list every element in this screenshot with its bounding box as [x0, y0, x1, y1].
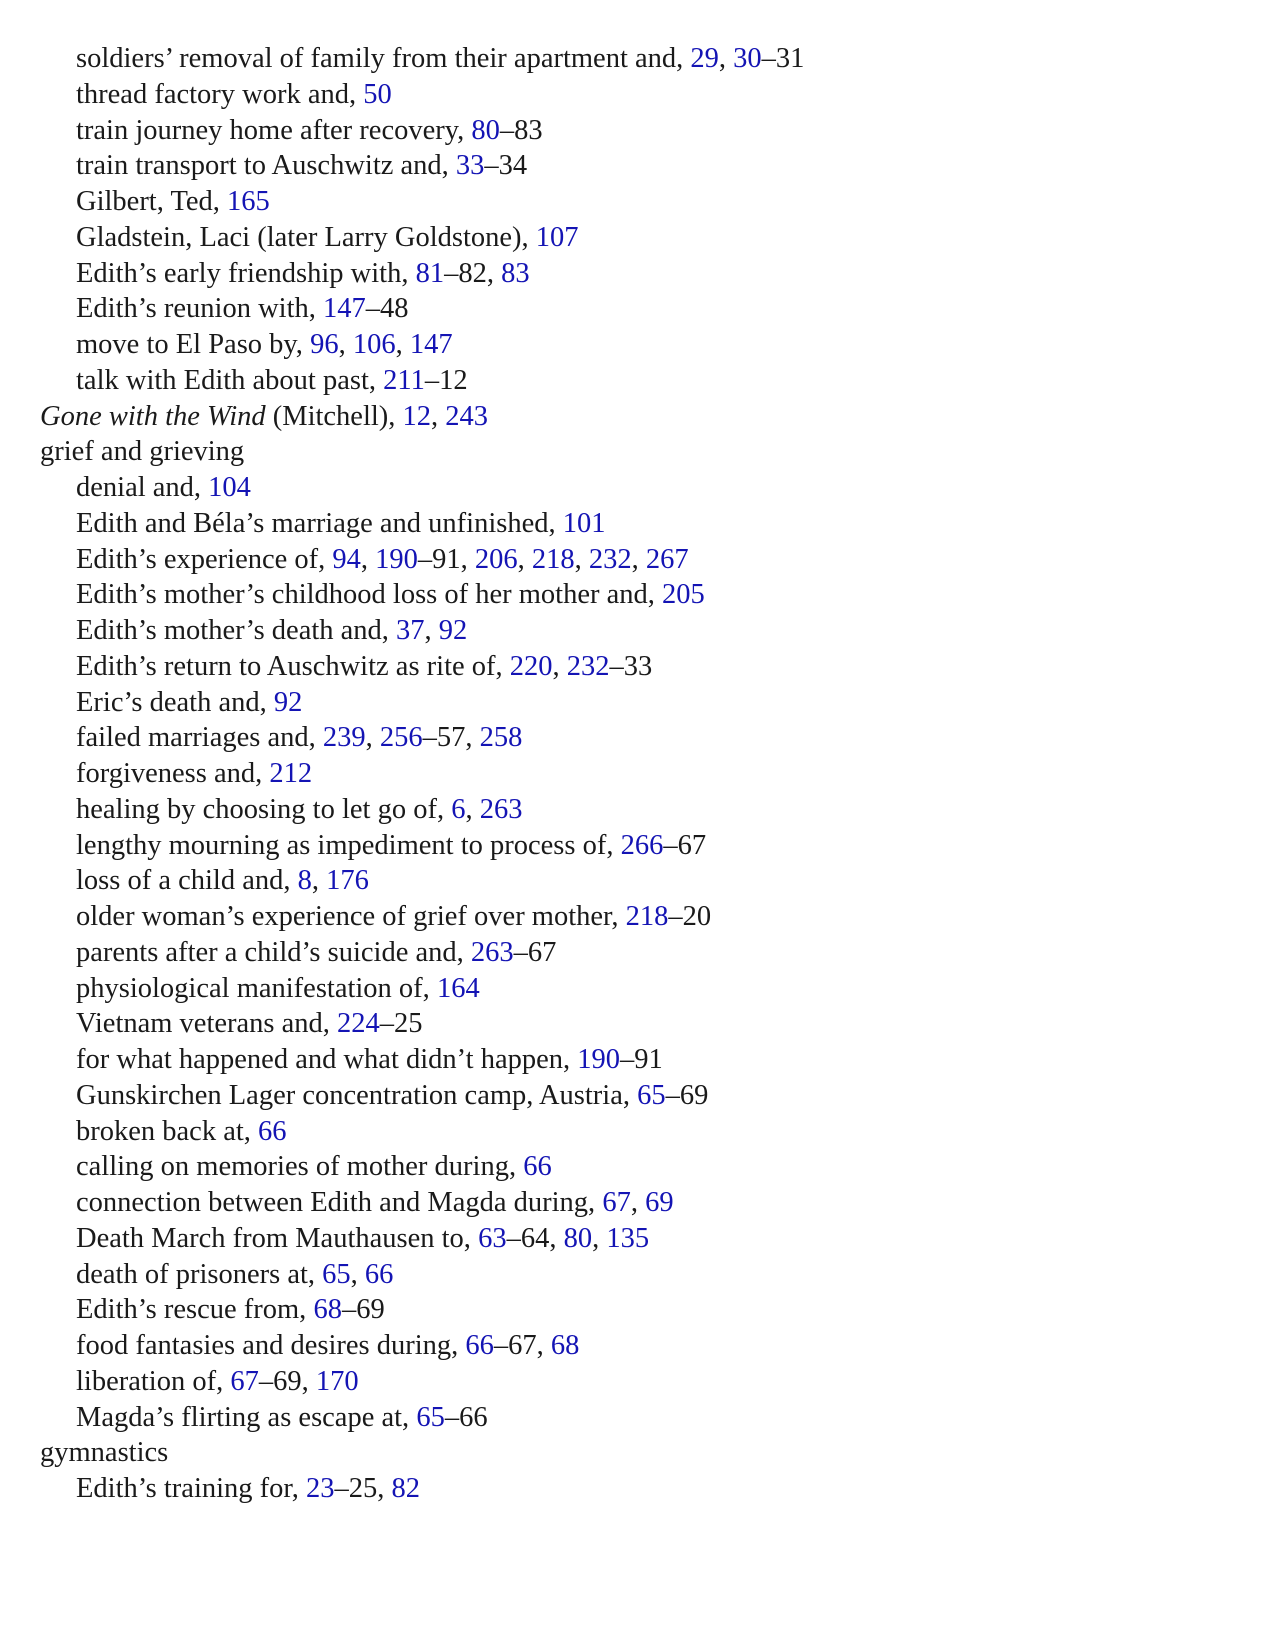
page-reference-link[interactable]: 66 — [523, 1151, 552, 1183]
page-reference-link[interactable]: 66 — [465, 1330, 494, 1361]
page-reference-link[interactable]: 92 — [438, 615, 468, 646]
index-subentry — [40, 470, 1220, 506]
page-reference-link[interactable]: 106 — [352, 329, 396, 360]
page-reference-link[interactable]: 33 — [455, 150, 485, 182]
index-subentry — [40, 899, 1220, 935]
entry-text: parents after a child’s suicide and, — [76, 936, 471, 968]
range-dash: – — [484, 150, 499, 182]
entry-text: gymnastics — [40, 1437, 169, 1469]
page-range-end: 69 — [273, 1365, 302, 1397]
page-reference-link[interactable]: 66 — [364, 1258, 394, 1290]
index-subentry — [40, 542, 1220, 578]
page-reference-link[interactable]: 256 — [379, 722, 423, 754]
range-dash: – — [620, 1044, 635, 1075]
page-reference-link[interactable]: 263 — [479, 793, 523, 825]
page-range-end: 91 — [634, 1044, 663, 1075]
ref-separator: , — [465, 793, 480, 825]
range-dash: – — [422, 722, 437, 754]
page-reference-link[interactable]: 243 — [445, 400, 489, 432]
page-reference-link[interactable]: 63 — [478, 1222, 507, 1254]
page-range-end: 69 — [679, 1079, 709, 1111]
page-reference-link[interactable]: 92 — [273, 686, 303, 718]
index-subentry — [40, 113, 1220, 149]
entry-text: soldiers’ removal of family from their apartment and, — [76, 43, 691, 74]
page-reference-link[interactable]: 8 — [297, 865, 312, 897]
page-reference-link[interactable]: 67 — [602, 1187, 631, 1218]
page-range-end: 25 — [394, 1008, 423, 1040]
range-dash: – — [444, 257, 459, 289]
entry-text: Gunskirchen Lager concentration camp, Austria, — [76, 1079, 638, 1111]
page-range-end: 64 — [520, 1222, 550, 1254]
ref-separator: , — [460, 543, 475, 575]
page-reference-link[interactable]: 190 — [577, 1044, 620, 1075]
page-reference-link[interactable]: 12 — [402, 400, 432, 432]
entry-text: Death March from Mauthausen to, — [76, 1222, 479, 1254]
page-reference-link[interactable]: 23 — [306, 1473, 335, 1504]
entry-text: failed marriages and, — [76, 722, 323, 754]
page-reference-link[interactable]: 147 — [409, 329, 453, 360]
page-range-end: 66 — [459, 1401, 488, 1433]
ref-separator: , — [424, 615, 439, 646]
entry-text: Edith’s mother’s death and, — [76, 615, 397, 646]
index-subentry — [40, 613, 1220, 649]
page-reference-link[interactable]: 147 — [322, 293, 366, 325]
page-range-end: 20 — [682, 901, 712, 932]
page-reference-link[interactable]: 50 — [363, 78, 392, 110]
entry-text: physiological manifestation of, — [76, 972, 437, 1004]
page-range-end: 82 — [458, 257, 487, 289]
entry-text: Gone with the Wind — [40, 400, 266, 432]
page-reference-link[interactable]: 30 — [733, 43, 762, 74]
index-subentry — [40, 41, 1220, 77]
page-reference-link[interactable]: 220 — [509, 650, 553, 682]
index-subentry — [40, 1185, 1220, 1221]
entry-text: calling on memories of mother during, — [76, 1151, 524, 1183]
ref-separator: , — [574, 543, 589, 575]
entry-text: Edith’s return to Auschwitz as rite of, — [76, 650, 510, 682]
ref-separator: , — [301, 1365, 316, 1397]
entry-text: Gilbert, Ted, — [76, 186, 228, 217]
page-range-end: 12 — [439, 364, 468, 396]
index-subentry — [40, 935, 1220, 971]
index-subentry — [40, 577, 1220, 613]
range-dash: – — [499, 114, 515, 146]
ref-separator: , — [338, 329, 353, 360]
page-reference-link[interactable]: 232 — [588, 543, 632, 575]
ref-separator: , — [311, 865, 327, 897]
page-reference-link[interactable]: 212 — [269, 758, 313, 789]
index-page — [40, 41, 1220, 1507]
range-dash: – — [417, 543, 433, 575]
range-dash: – — [609, 650, 624, 682]
entry-text: Gladstein, Laci (later Larry Goldstone), — [76, 221, 536, 253]
index-subentry — [40, 971, 1220, 1007]
ref-separator: , — [360, 543, 376, 575]
page-reference-link[interactable]: 263 — [470, 936, 514, 968]
ref-separator: , — [718, 43, 734, 74]
page-reference-link[interactable]: 104 — [208, 472, 251, 503]
page-reference-link[interactable]: 68 — [550, 1330, 580, 1361]
ref-separator: , — [365, 722, 380, 754]
page-reference-link[interactable]: 176 — [326, 865, 369, 897]
ref-separator: , — [395, 329, 410, 360]
index-subentry — [40, 220, 1220, 256]
page-reference-link[interactable]: 65 — [637, 1079, 666, 1111]
index-subentry — [40, 327, 1220, 363]
page-range-end: 34 — [498, 150, 528, 182]
page-reference-link[interactable]: 232 — [566, 650, 610, 682]
entry-text: train transport to Auschwitz and, — [76, 150, 456, 182]
page-reference-link[interactable]: 96 — [310, 329, 339, 360]
index-subentry — [40, 828, 1220, 864]
index-subentry — [40, 77, 1220, 113]
page-reference-link[interactable]: 81 — [415, 257, 445, 289]
range-dash: – — [424, 364, 440, 396]
index-subentry — [40, 1292, 1220, 1328]
index-subentry — [40, 1042, 1220, 1078]
entry-text: Edith’s early friendship with, — [76, 257, 416, 289]
page-range-end: 69 — [356, 1294, 385, 1326]
entry-text: grief and grieving — [40, 436, 245, 468]
index-subentry — [40, 1078, 1220, 1114]
entry-text: Eric’s death and, — [76, 686, 274, 718]
page-reference-link[interactable]: 68 — [313, 1294, 342, 1326]
entry-text: food fantasies and desires during, — [76, 1330, 466, 1361]
index-subentry — [40, 506, 1220, 542]
page-reference-link[interactable]: 69 — [645, 1187, 674, 1218]
ref-separator: , — [517, 543, 532, 575]
index-subentry — [40, 1006, 1220, 1042]
index-subentry — [40, 363, 1220, 399]
page-reference-link[interactable]: 239 — [322, 722, 366, 754]
index-subentry — [40, 1221, 1220, 1257]
ref-separator: , — [536, 1330, 551, 1361]
entry-text: older woman’s experience of grief over mother, — [76, 901, 626, 932]
page-reference-link[interactable]: 66 — [258, 1115, 287, 1147]
entry-text: move to El Paso by, — [76, 329, 311, 360]
index-heading — [40, 1435, 1220, 1471]
index-subentry — [40, 1471, 1220, 1507]
page-reference-link[interactable]: 83 — [501, 257, 530, 289]
range-dash: – — [493, 1330, 509, 1361]
index-subentry — [40, 1257, 1220, 1293]
page-range-end: 33 — [623, 650, 653, 682]
page-reference-link[interactable]: 67 — [230, 1365, 259, 1397]
page-reference-link[interactable]: 164 — [436, 972, 480, 1004]
range-dash: – — [341, 1294, 357, 1326]
entry-text: forgiveness and, — [76, 758, 270, 789]
page-range-end: 31 — [775, 43, 805, 74]
entry-text: liberation of, — [76, 1365, 231, 1397]
entry-text: Vietnam veterans and, — [76, 1008, 338, 1040]
page-reference-link[interactable]: 165 — [227, 186, 270, 217]
ref-separator: , — [549, 1222, 564, 1254]
page-reference-link[interactable]: 266 — [620, 829, 664, 861]
range-dash: – — [379, 1008, 395, 1040]
entry-text: talk with Edith about past, — [76, 364, 384, 396]
page-reference-link[interactable]: 65 — [416, 1401, 445, 1433]
page-range-end: 67 — [527, 936, 557, 968]
page-range-end: 83 — [514, 114, 543, 146]
index-subentry — [40, 1328, 1220, 1364]
entry-text: Edith’s experience of, — [76, 543, 333, 575]
page-range-end: 48 — [379, 293, 409, 325]
range-dash: – — [761, 43, 776, 74]
range-dash: – — [665, 1079, 680, 1111]
range-dash: – — [663, 829, 678, 861]
entry-text: broken back at, — [76, 1115, 259, 1147]
page-reference-link[interactable]: 206 — [474, 543, 518, 575]
entry-text: death of prisoners at, — [76, 1258, 323, 1290]
entry-text: denial and, — [76, 472, 209, 503]
page-range-end: 67 — [677, 829, 707, 861]
entry-text: loss of a child and, — [76, 865, 298, 897]
range-dash: – — [513, 936, 528, 968]
index-subentry — [40, 792, 1220, 828]
page-reference-link[interactable]: 170 — [315, 1365, 359, 1397]
page-range-end: 25 — [348, 1473, 378, 1504]
page-reference-link[interactable]: 37 — [396, 615, 425, 646]
ref-separator: , — [377, 1473, 392, 1504]
range-dash: – — [668, 901, 683, 932]
index-subentry — [40, 1114, 1220, 1150]
index-subentry — [40, 256, 1220, 292]
ref-separator: , — [631, 543, 646, 575]
entry-text: train journey home after recovery, — [76, 114, 472, 146]
entry-text: for what happened and what didn’t happen, — [76, 1044, 578, 1075]
range-dash: – — [444, 1401, 460, 1433]
page-reference-link[interactable]: 94 — [332, 543, 361, 575]
page-reference-link[interactable]: 65 — [322, 1258, 351, 1290]
page-range-end: 91 — [432, 543, 461, 575]
entry-text: thread factory work and, — [76, 78, 364, 110]
index-subentry — [40, 685, 1220, 721]
entry-text: connection between Edith and Magda during, — [76, 1187, 603, 1218]
entry-text: healing by choosing to let go of, — [76, 793, 452, 825]
page-reference-link[interactable]: 29 — [690, 43, 719, 74]
ref-separator: , — [630, 1187, 646, 1218]
page-reference-link[interactable]: 224 — [337, 1008, 380, 1040]
page-reference-link[interactable]: 218 — [625, 901, 669, 932]
index-heading — [40, 399, 1220, 435]
entry-text: Edith and Béla’s marriage and unfinished, — [76, 507, 563, 539]
index-subentry — [40, 291, 1220, 327]
index-subentry — [40, 863, 1220, 899]
index-subentry — [40, 720, 1220, 756]
ref-separator: , — [431, 400, 446, 432]
page-reference-link[interactable]: 6 — [451, 793, 466, 825]
page-reference-link[interactable]: 135 — [606, 1222, 650, 1254]
page-reference-link[interactable]: 211 — [383, 364, 425, 396]
entry-text: lengthy mourning as impediment to process of, — [76, 829, 621, 861]
entry-text: Magda’s flirting as escape at, — [76, 1401, 417, 1433]
range-dash: – — [258, 1365, 274, 1397]
entry-text: Edith’s training for, — [76, 1473, 306, 1504]
ref-separator: , — [350, 1258, 365, 1290]
ref-separator: , — [592, 1222, 607, 1254]
page-reference-link[interactable]: 80 — [471, 114, 500, 146]
range-dash: – — [506, 1222, 521, 1254]
index-subentry — [40, 1400, 1220, 1436]
index-subentry — [40, 184, 1220, 220]
index-subentry — [40, 756, 1220, 792]
page-reference-link[interactable]: 267 — [645, 543, 689, 575]
page-range-end: 57 — [436, 722, 466, 754]
entry-text: Edith’s reunion with, — [76, 293, 323, 325]
entry-text: Edith’s rescue from, — [76, 1294, 314, 1326]
page-reference-link[interactable]: 258 — [479, 722, 523, 754]
range-dash: – — [365, 293, 380, 325]
index-subentry — [40, 1149, 1220, 1185]
page-reference-link[interactable]: 101 — [562, 507, 606, 539]
entry-text: Edith’s mother’s childhood loss of her mother and, — [76, 579, 663, 611]
index-heading — [40, 434, 1220, 470]
page-reference-link[interactable]: 205 — [662, 579, 705, 611]
ref-separator: , — [465, 722, 480, 754]
page-reference-link[interactable]: 190 — [375, 543, 418, 575]
ref-separator: , — [486, 257, 502, 289]
ref-separator: , — [552, 650, 567, 682]
page-reference-link[interactable]: 218 — [531, 543, 575, 575]
page-reference-link[interactable]: 107 — [535, 221, 579, 253]
entry-text-suffix: (Mitchell), — [265, 400, 403, 432]
index-subentry — [40, 1364, 1220, 1400]
range-dash: – — [334, 1473, 349, 1504]
index-subentry — [40, 148, 1220, 184]
index-subentry — [40, 649, 1220, 685]
page-reference-link[interactable]: 80 — [563, 1222, 593, 1254]
page-range-end: 67 — [508, 1330, 537, 1361]
page-reference-link[interactable]: 82 — [391, 1473, 420, 1504]
